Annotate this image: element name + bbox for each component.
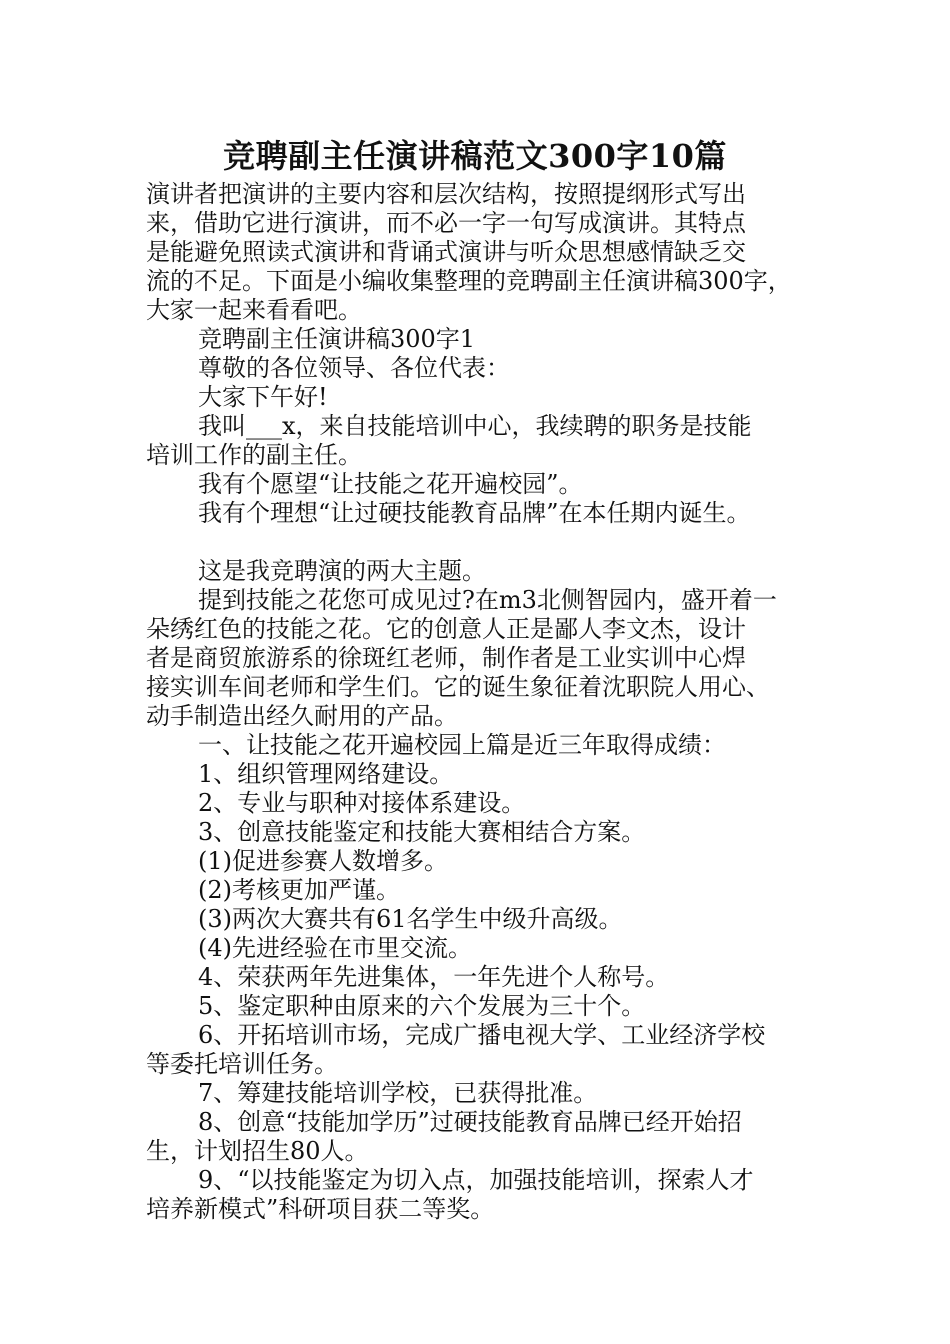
list-item: 8、创意“技能加学历”过硬技能教育品牌已经开始招 — [198, 1108, 742, 1136]
text-line: 培养新模式”科研项目获二等奖。 — [146, 1195, 495, 1223]
section-heading: 竞聘副主任演讲稿300字1 — [198, 325, 476, 353]
text-line: 这是我竞聘演的两大主题。 — [198, 557, 486, 585]
text-line: 大家一起来看看吧。 — [146, 296, 362, 324]
paragraph-gap — [146, 528, 826, 557]
text-line: 我有个愿望“让技能之花开遍校园”。 — [198, 470, 583, 498]
greeting: 大家下午好! — [198, 383, 328, 411]
list-item: 3、创意技能鉴定和技能大赛相结合方案。 — [198, 818, 646, 846]
text-line: 我叫___x，来自技能培训中心，我续聘的职务是技能 — [198, 412, 752, 440]
text-line: 接实训车间老师和学生们。它的诞生象征着沈职院人用心、 — [146, 673, 770, 701]
list-item: (2)考核更加严谨。 — [198, 876, 400, 904]
text-line: 演讲者把演讲的主要内容和层次结构，按照提纲形式写出 — [146, 180, 746, 208]
list-item: 2、专业与职种对接体系建设。 — [198, 789, 526, 817]
text-line: 我有个理想“让过硬技能教育品牌”在本任期内诞生。 — [198, 499, 751, 527]
list-item: (1)促进参赛人数增多。 — [198, 847, 448, 875]
text-line: 来，借助它进行演讲，而不必一字一句写成演讲。其特点 — [146, 209, 746, 237]
text-line: 者是商贸旅游系的徐斑红老师，制作者是工业实训中心焊 — [146, 644, 746, 672]
text-line: 提到技能之花您可成见过?在m3北侧智园内，盛开着一 — [198, 586, 777, 614]
text-line: 培训工作的副主任。 — [146, 441, 362, 469]
list-item: (4)先进经验在市里交流。 — [198, 934, 472, 962]
text-line: 等委托培训任务。 — [146, 1050, 338, 1078]
text-line: 生，计划招生80人。 — [146, 1137, 369, 1165]
list-item: 4、荣获两年先进集体，一年先进个人称号。 — [198, 963, 670, 991]
text-line: 动手制造出经久耐用的产品。 — [146, 702, 458, 730]
salutation: 尊敬的各位领导、各位代表： — [198, 354, 510, 382]
document-title: 竞聘副主任演讲稿范文300字10篇 — [223, 137, 727, 175]
list-item: (3)两次大赛共有61名学生中级升高级。 — [198, 905, 623, 933]
document-body — [146, 180, 826, 1224]
text-line: 是能避免照读式演讲和背诵式演讲与听众思想感情缺乏交 — [146, 238, 746, 266]
text-line: 朵绣红色的技能之花。它的创意人正是鄙人李文杰，设计 — [146, 615, 746, 643]
list-item: 7、筹建技能培训学校，已获得批准。 — [198, 1079, 598, 1107]
list-item: 9、“以技能鉴定为切入点，加强技能培训，探索人才 — [198, 1166, 754, 1194]
text-line: 一、让技能之花开遍校园上篇是近三年取得成绩： — [198, 731, 726, 759]
list-item: 5、鉴定职种由原来的六个发展为三十个。 — [198, 992, 646, 1020]
list-item: 1、组织管理网络建设。 — [198, 760, 454, 788]
list-item: 6、开拓培训市场，完成广播电视大学、工业经济学校 — [198, 1021, 766, 1049]
text-line: 流的不足。下面是小编收集整理的竞聘副主任演讲稿300字， — [146, 267, 792, 295]
